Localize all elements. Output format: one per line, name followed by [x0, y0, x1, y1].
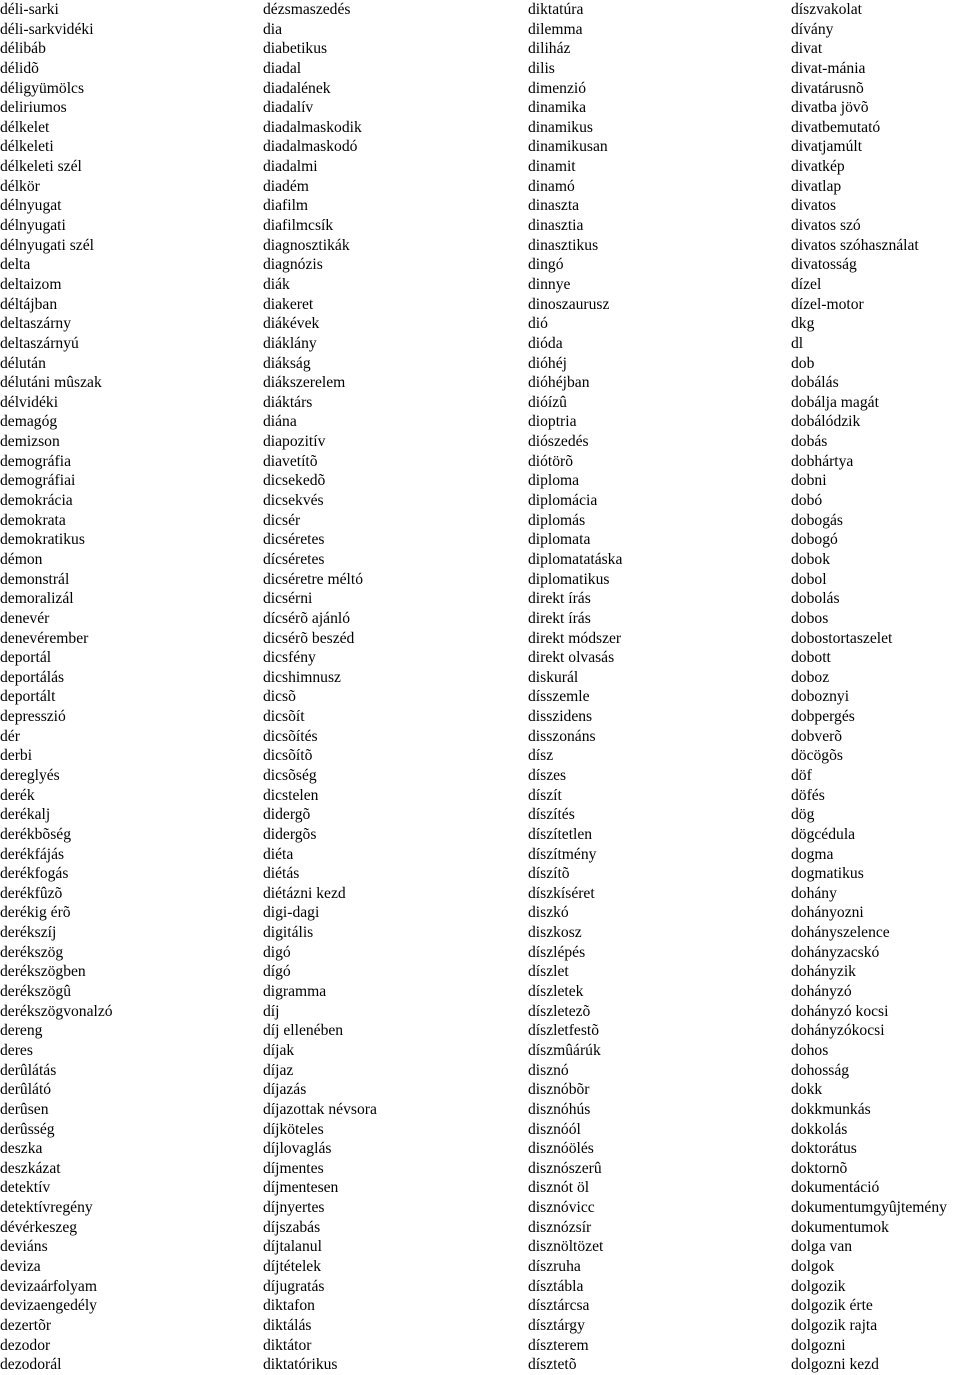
word-entry: délnyugati: [0, 217, 66, 235]
word-entry: dióhéjban: [528, 374, 590, 392]
word-entry: diák: [263, 275, 290, 293]
word-entry: díjnyertes: [263, 1199, 325, 1217]
word-entry: dolga van: [791, 1238, 853, 1256]
word-entry: deres: [0, 1041, 33, 1059]
word-entry: díszít: [528, 786, 562, 804]
word-entry: demokrata: [0, 511, 66, 529]
word-entry: diszkó: [528, 904, 569, 922]
word-entry: díszítõ: [528, 865, 570, 883]
word-entry: dolgozni kezd: [791, 1356, 879, 1374]
word-entry: diagnosztikák: [263, 236, 350, 254]
word-entry: detektívregény: [0, 1199, 93, 1217]
word-entry: dohányzik: [791, 963, 856, 981]
word-entry: dinoszaurusz: [528, 295, 610, 313]
word-entry: döfés: [791, 786, 825, 804]
word-entry: demográfiai: [0, 472, 76, 490]
word-entry: díszkíséret: [528, 884, 595, 902]
word-entry: diplomata: [528, 531, 591, 549]
word-entry: dobni: [791, 472, 827, 490]
word-entry: dohányzó kocsi: [791, 1002, 889, 1020]
word-entry: disznó: [528, 1061, 569, 1079]
word-entry: diadém: [263, 177, 309, 195]
word-entry: derbi: [0, 747, 33, 765]
word-entry: diána: [263, 413, 297, 431]
word-entry: díjlovaglás: [263, 1140, 332, 1158]
word-entry: dohosság: [791, 1061, 850, 1079]
word-entry: diákság: [263, 354, 311, 372]
word-entry: dokumentáció: [791, 1179, 880, 1197]
word-entry: díjaz: [263, 1061, 294, 1079]
word-entry: diapozitív: [263, 433, 326, 451]
word-entry: derûsen: [0, 1100, 49, 1118]
word-entry: dohány: [791, 884, 837, 902]
word-entry: díjazás: [263, 1081, 307, 1099]
word-entry: dezodor: [0, 1336, 51, 1354]
word-entry: disznóvicc: [528, 1199, 595, 1217]
word-entry: dícséretes: [263, 550, 325, 568]
word-entry: díjszabás: [263, 1218, 321, 1236]
word-entry: dokkmunkás: [791, 1100, 871, 1118]
word-entry: diadalének: [263, 79, 331, 97]
word-entry: díszruha: [528, 1258, 581, 1275]
word-entry: deviza: [0, 1258, 41, 1275]
word-entry: digi-dagi: [263, 904, 320, 922]
word-entry: délkeleti: [0, 138, 54, 156]
word-entry: derékszíj: [0, 924, 57, 942]
word-entry: derékig érõ: [0, 904, 71, 922]
word-entry: dobverõ: [791, 727, 843, 745]
word-entry: derûlátó: [0, 1081, 52, 1099]
word-entry: dobhártya: [791, 452, 854, 470]
word-entry: derékszögvonalzó: [0, 1002, 113, 1020]
word-entry: dicsérõ beszéd: [263, 629, 355, 647]
word-entry: dolgozik: [791, 1277, 846, 1295]
word-entry: dilemma: [528, 20, 583, 38]
word-entry: dicséretre méltó: [263, 570, 364, 588]
word-entry: diéta: [263, 845, 294, 863]
word-entry: délkelet: [0, 118, 50, 136]
word-entry: déligyümölcs: [0, 79, 85, 97]
word-entry: delta: [0, 256, 31, 274]
word-entry: deviáns: [0, 1238, 48, 1256]
word-entry: didergõ: [263, 806, 311, 824]
word-entry: didergõs: [263, 825, 317, 843]
word-entry: demizson: [0, 433, 60, 451]
word-entry: dígó: [263, 963, 291, 981]
word-entry: dioptria: [528, 413, 577, 431]
word-entry: diafilm: [263, 197, 309, 215]
word-entry: dobos: [791, 609, 829, 627]
word-entry: dobás: [791, 433, 828, 451]
word-entry: délidõ: [0, 59, 39, 77]
word-entry: díjugratás: [263, 1277, 325, 1295]
word-entry: dízel-motor: [791, 295, 864, 313]
word-entry: dohányozni: [791, 904, 864, 922]
word-entry: dokumentumok: [791, 1218, 889, 1236]
word-entry: dkg: [791, 315, 815, 333]
word-entry: dicsõítõ: [263, 747, 313, 765]
word-entry: dióda: [528, 334, 563, 352]
word-entry: deportált: [0, 688, 56, 706]
word-entry: dokkolás: [791, 1120, 848, 1138]
word-entry: demokratikus: [0, 531, 85, 549]
word-entry: díszítés: [528, 806, 575, 824]
word-entry: dicséretes: [263, 531, 325, 549]
word-entry: derék: [0, 786, 35, 804]
word-entry: diakeret: [263, 295, 314, 313]
word-entry: díszlet: [528, 963, 569, 981]
word-entry: diplomás: [528, 511, 586, 529]
word-entry: díszítmény: [528, 845, 597, 863]
word-entry: diákszerelem: [263, 374, 346, 392]
word-entry: disznózsír: [528, 1218, 592, 1236]
word-entry: dióhéj: [528, 354, 567, 372]
word-entry: demonstrál: [0, 570, 70, 588]
word-entry: diadalmi: [263, 158, 318, 176]
word-entry: demoralizál: [0, 590, 74, 608]
word-entry: doktornõ: [791, 1159, 848, 1177]
word-entry: díszmûárúk: [528, 1041, 601, 1059]
word-entry: dingó: [528, 256, 564, 274]
word-entry: dobott: [791, 649, 831, 667]
word-entry: diétázni kezd: [263, 884, 346, 902]
word-entry: diktálás: [263, 1316, 312, 1334]
word-entry: doktorátus: [791, 1140, 857, 1158]
word-entry: dimenzió: [528, 79, 587, 97]
word-column-2: [263, 0, 377, 1375]
word-column-3: [528, 0, 622, 1375]
word-entry: dízel: [791, 275, 822, 293]
word-entry: dicshimnusz: [263, 668, 341, 686]
word-entry: divatlap: [791, 177, 842, 195]
word-entry: disznöltözet: [528, 1238, 604, 1256]
word-entry: dokk: [791, 1081, 823, 1099]
word-entry: direkt olvasás: [528, 649, 615, 667]
word-entry: díszvakolat: [791, 1, 863, 18]
word-entry: derékfûzõ: [0, 884, 63, 902]
word-entry: díszterem: [528, 1336, 589, 1354]
word-entry: diktátor: [263, 1336, 312, 1354]
word-entry: diákévek: [263, 315, 320, 333]
word-entry: direkt írás: [528, 590, 591, 608]
word-entry: diótörõ: [528, 452, 574, 470]
word-entry: dobok: [791, 550, 830, 568]
word-entry: diszkosz: [528, 924, 582, 942]
word-entry: díjazottak névsora: [263, 1100, 377, 1118]
word-entry: denevérember: [0, 629, 89, 647]
word-entry: divatosság: [791, 256, 857, 274]
word-entry: denevér: [0, 609, 50, 627]
word-entry: dinamikus: [528, 118, 593, 136]
word-entry: dicstelen: [263, 786, 319, 804]
word-entry: dogmatikus: [791, 865, 864, 883]
word-entry: dög: [791, 806, 815, 824]
word-entry: dob: [791, 354, 815, 372]
word-entry: díj: [263, 1002, 280, 1020]
word-entry: deportálás: [0, 668, 65, 686]
word-entry: dobogás: [791, 511, 843, 529]
word-entry: délutáni mûszak: [0, 374, 102, 392]
word-entry: díszletfestõ: [528, 1022, 600, 1040]
word-entry: divatos: [791, 197, 837, 215]
word-entry: délkör: [0, 177, 40, 195]
word-entry: dogma: [791, 845, 834, 863]
word-entry: díszletezõ: [528, 1002, 591, 1020]
word-entry: demokrácia: [0, 492, 73, 510]
word-entry: dobol: [791, 570, 827, 588]
word-entry: díjak: [263, 1041, 295, 1059]
word-entry: dögcédula: [791, 825, 856, 843]
word-entry: diktafon: [263, 1297, 315, 1315]
word-entry: dobálódzik: [791, 413, 861, 431]
word-entry: doboznyi: [791, 688, 850, 706]
word-entry: diavetítõ: [263, 452, 318, 470]
word-entry: dobostortaszelet: [791, 629, 893, 647]
word-column-4: [791, 0, 947, 1375]
word-entry: dia: [263, 20, 283, 38]
word-entry: dinasztikus: [528, 236, 599, 254]
word-entry: disznószerû: [528, 1159, 602, 1177]
word-entry: diploma: [528, 472, 580, 490]
word-entry: díszes: [528, 766, 567, 784]
word-entry: digó: [263, 943, 291, 961]
word-entry: direkt módszer: [528, 629, 622, 647]
word-entry: derékszögben: [0, 963, 86, 981]
word-entry: dísztárcsa: [528, 1297, 590, 1315]
word-entry: döf: [791, 766, 812, 784]
word-entry: díj ellenében: [263, 1022, 344, 1040]
word-entry: deportál: [0, 649, 52, 667]
word-entry: disznóól: [528, 1120, 581, 1138]
word-entry: díszítetlen: [528, 825, 593, 843]
word-entry: diabetikus: [263, 40, 328, 58]
word-entry: diliház: [528, 40, 571, 58]
word-entry: dereglyés: [0, 766, 60, 784]
word-entry: dezertõr: [0, 1316, 52, 1334]
word-entry: diétás: [263, 865, 300, 883]
word-entry: diadalmaskodó: [263, 138, 358, 156]
word-entry: dinaszta: [528, 197, 580, 215]
word-entry: dinasztia: [528, 217, 584, 235]
word-entry: dióízû: [528, 393, 567, 411]
word-entry: derékfogás: [0, 865, 69, 883]
word-entry: demográfia: [0, 452, 72, 470]
word-entry: délnyugati szél: [0, 236, 94, 254]
word-entry: dicsér: [263, 511, 301, 529]
word-entry: dicsõítés: [263, 727, 318, 745]
word-entry: dobálja magát: [791, 393, 879, 411]
word-entry: deltaszárnyú: [0, 334, 79, 352]
word-entry: disznóölés: [528, 1140, 594, 1158]
word-entry: díjmentes: [263, 1159, 324, 1177]
word-entry: diafilmcsík: [263, 217, 334, 235]
word-entry: démon: [0, 550, 43, 568]
word-entry: derékbõség: [0, 825, 72, 843]
word-entry: dinamó: [528, 177, 575, 195]
word-entry: dicsõ: [263, 688, 296, 706]
word-entry: derékalj: [0, 806, 51, 824]
word-entry: diadalív: [263, 99, 314, 117]
word-entry: devizaengedély: [0, 1297, 97, 1315]
word-entry: dicsekedõ: [263, 472, 326, 490]
word-entry: dívány: [791, 20, 834, 38]
word-entry: divat-mánia: [791, 59, 866, 77]
word-entry: dolgozni: [791, 1336, 846, 1354]
word-entry: diplomácia: [528, 492, 598, 510]
word-entry: déli-sarki: [0, 1, 59, 18]
word-entry: dió: [528, 315, 548, 333]
word-entry: divatkép: [791, 158, 845, 176]
word-entry: direkt írás: [528, 609, 591, 627]
word-entry: dicsérni: [263, 590, 313, 608]
word-entry: diáktárs: [263, 393, 313, 411]
word-entry: diáklány: [263, 334, 317, 352]
word-entry: digramma: [263, 983, 327, 1001]
word-entry: demagóg: [0, 413, 58, 431]
word-entry: divat: [791, 40, 823, 58]
word-entry: dobálás: [791, 374, 839, 392]
word-entry: disznót öl: [528, 1179, 590, 1197]
word-entry: dicsõség: [263, 766, 317, 784]
word-entry: diószedés: [528, 433, 589, 451]
word-entry: disszonáns: [528, 727, 596, 745]
word-entry: délibáb: [0, 40, 46, 58]
word-entry: derûsség: [0, 1120, 55, 1138]
word-entry: dinamit: [528, 158, 576, 176]
word-entry: dinamikusan: [528, 138, 608, 156]
word-entry: dohányzó: [791, 983, 852, 1001]
word-entry: doboz: [791, 668, 830, 686]
word-entry: derékfájás: [0, 845, 65, 863]
word-entry: dísztárgy: [528, 1316, 585, 1334]
word-entry: diskurál: [528, 668, 579, 686]
word-entry: deltaizom: [0, 275, 62, 293]
word-entry: délkeleti szél: [0, 158, 82, 176]
word-entry: dicsfény: [263, 649, 316, 667]
word-entry: divatjamúlt: [791, 138, 863, 156]
word-entry: dezodorál: [0, 1356, 62, 1374]
word-entry: dilis: [528, 59, 555, 77]
word-entry: déli-sarkvidéki: [0, 20, 94, 38]
word-entry: disszidens: [528, 708, 593, 726]
word-entry: díszlépés: [528, 943, 586, 961]
word-entry: diagnózis: [263, 256, 323, 274]
word-entry: dohányszelence: [791, 924, 890, 942]
word-entry: derékszög: [0, 943, 64, 961]
word-entry: dohányzacskó: [791, 943, 880, 961]
word-entry: déltájban: [0, 295, 58, 313]
word-entry: dézsmaszedés: [263, 1, 351, 18]
word-entry: dobolás: [791, 590, 840, 608]
word-entry: dísz: [528, 747, 554, 765]
word-entry: diadalmaskodik: [263, 118, 362, 136]
word-entry: délután: [0, 354, 46, 372]
word-entry: deszkázat: [0, 1159, 61, 1177]
word-entry: derûlátás: [0, 1061, 57, 1079]
word-entry: detektív: [0, 1179, 51, 1197]
word-entry: díjtalanul: [263, 1238, 322, 1256]
word-entry: disznóhús: [528, 1100, 591, 1118]
word-entry: délvidéki: [0, 393, 59, 411]
word-entry: dobogó: [791, 531, 838, 549]
word-entry: dísztábla: [528, 1277, 584, 1295]
word-entry: deszka: [0, 1140, 43, 1158]
word-entry: divatba jövõ: [791, 99, 869, 117]
word-entry: díjmentesen: [263, 1179, 339, 1197]
word-entry: dobó: [791, 492, 823, 510]
word-entry: dísszemle: [528, 688, 590, 706]
word-entry: devizaárfolyam: [0, 1277, 97, 1295]
word-entry: dicsekvés: [263, 492, 324, 510]
word-entry: deliriumos: [0, 99, 67, 117]
word-entry: dohos: [791, 1041, 829, 1059]
word-entry: dolgok: [791, 1258, 835, 1275]
word-entry: díjköteles: [263, 1120, 324, 1138]
word-entry: divatbemutató: [791, 118, 881, 136]
word-entry: dísztetõ: [528, 1356, 577, 1374]
word-entry: disznóbõr: [528, 1081, 590, 1099]
word-entry: diktatúra: [528, 1, 584, 18]
word-entry: deltaszárny: [0, 315, 72, 333]
word-entry: diadal: [263, 59, 302, 77]
word-entry: dícsérõ ajánló: [263, 609, 351, 627]
word-column-1: [0, 0, 113, 1375]
word-entry: döcögõs: [791, 747, 843, 765]
word-entry: derékszögû: [0, 983, 72, 1001]
word-entry: diplomatikus: [528, 570, 610, 588]
word-entry: dér: [0, 727, 20, 745]
word-entry: délnyugat: [0, 197, 62, 215]
word-entry: dobpergés: [791, 708, 855, 726]
word-entry: dolgozik érte: [791, 1297, 873, 1315]
word-entry: divatos szóhasználat: [791, 236, 919, 254]
word-entry: dolgozik rajta: [791, 1316, 878, 1334]
word-entry: depresszió: [0, 708, 66, 726]
word-entry: diktatórikus: [263, 1356, 338, 1374]
word-entry: digitális: [263, 924, 314, 942]
word-entry: diplomatatáska: [528, 550, 623, 568]
word-entry: divatos szó: [791, 217, 861, 235]
word-entry: díszletek: [528, 983, 584, 1001]
word-entry: díjtételek: [263, 1258, 322, 1275]
word-entry: dinamika: [528, 99, 587, 117]
word-entry: dereng: [0, 1022, 43, 1040]
word-entry: dévérkeszeg: [0, 1218, 78, 1236]
word-entry: dicsõít: [263, 708, 305, 726]
word-entry: dohányzókocsi: [791, 1022, 885, 1040]
word-entry: dinnye: [528, 275, 571, 293]
word-entry: dokumentumgyûjtemény: [791, 1199, 947, 1217]
word-entry: divatárusnõ: [791, 79, 864, 97]
word-entry: dl: [791, 334, 804, 352]
